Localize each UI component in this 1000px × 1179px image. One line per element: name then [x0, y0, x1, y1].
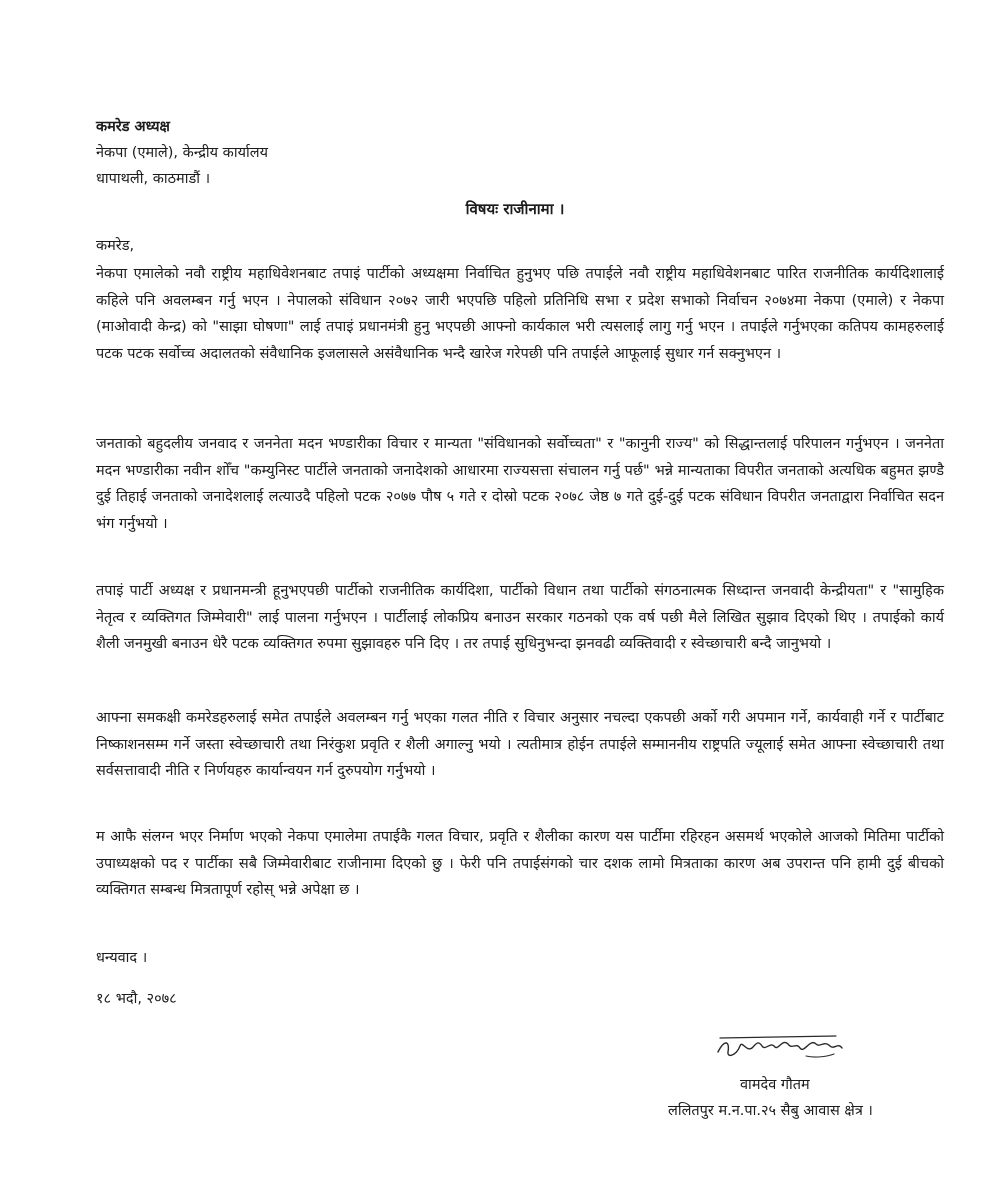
paragraph-2: जनताको बहुदलीय जनवाद र जननेता मदन भण्डारीका विचार र मान्यता "संविधानको सर्वोच्चता" र "कानुनी राज्य" को सिद्धान्तलाई परिपालन गर्नुभएन । जननेता मदन भण्डारीका नवीन शोँच "कम्युनिस्ट पार्टीले जनताको जनादेशको आधारमा राज्यसत्ता संचालन गर्नु पर्छ" भन्ने मान्यताका विपरीत जनताको अत्यधिक बहुमत झण्डै दुई तिहाई जनताको जनादेशलाई लत्याउदै पहिलो पटक २०७७ पौष ५ गते र दोस्रो पटक २०७८ जेष्ठ ७ गते दुई-दुई पटक संविधान विपरीत जनताद्वारा निर्वाचित सदन भंग गर्नुभयो ।	[96, 436, 944, 532]
recipient-org: नेकपा (एमाले), केन्द्रीय कार्यालय	[96, 145, 268, 161]
signer-name: वामदेव गौतम	[740, 1077, 810, 1093]
subject-line: विषयः राजीनामा ।	[465, 200, 565, 218]
recipient-place: धापाथली, काठमाडौं ।	[96, 171, 211, 187]
signer-address: ललितपुर म.न.पा.२५ सैबु आवास क्षेत्र ।	[668, 1103, 873, 1119]
paragraph-4: आफ्ना समकक्षी कमरेडहरुलाई समेत तपाईले अवलम्बन गर्नु भएका गलत नीति र विचार अनुसार नचल्दा एकपछी अर्को गरी अपमान गर्ने, कार्यवाही गर्ने र पार्टीबाट निष्काशनसम्म गर्ने जस्ता स्वेच्छाचारी तथा निरंकुश प्रवृति र शैली अगाल्नु भयो । त्यतीमात्र होईन तपाईले सम्माननीय राष्ट्रपति ज्यूलाई समेत आफ्ना स्वेच्छाचारी तथा सर्वसत्तावादी नीति र निर्णयहरु कार्यान्वयन गर्न दुरुपयोग गर्नुभयो ।	[96, 710, 944, 779]
paragraph-3: तपाइं पार्टी अध्यक्ष र प्रधानमन्त्री हूनुभएपछी पार्टीको राजनीतिक कार्यदिशा, पार्टीको विधान तथा पार्टीको संगठनात्मक सिध्दान्त जनवादी केन्द्रीयता" र "सामुहिक नेतृत्व र व्यक्तिगत जिम्मेवारी" लाई पालना गर्नुभएन । पार्टीलाई लोकप्रिय बनाउन सरकार गठनको एक वर्ष पछी मैले लिखित सुझाव दिएको थिए । तपाईको कार्य शैली जनमुखी बनाउन धेरै पटक व्यक्तिगत रुपमा सुझावहरु पनि दिए । तर तपाई सुधिनुभन्दा झनवढी व्यक्तिवादी र स्वेच्छाचारी बन्दै जानुभयो ।	[96, 583, 944, 652]
paragraph-5: म आफै संलग्न भएर निर्माण भएको नेकपा एमालेमा तपाईकै गलत विचार, प्रवृति र शैलीका कारण यस पार्टीमा रहिरहन असमर्थ भएकोले आजको मितिमा पार्टीको उपाध्यक्षको पद र पार्टीका सबै जिम्मेवारीबाट राजीनामा दिएको छु । फेरी पनि तपाईसंगको चार दशक लामो मित्रताका कारण अब उपरान्त पनि हामी दुई बीचको व्यक्तिगत सम्बन्ध मित्रतापूर्ण रहोस् भन्ने अपेक्षा छ ।	[96, 829, 944, 898]
closing: धन्यवाद ।	[96, 950, 148, 966]
salutation: कमरेड,	[96, 238, 135, 254]
letter-date: १८ भदौ, २०७८	[96, 991, 177, 1007]
recipient-block	[96, 114, 268, 192]
handwritten-signature	[710, 1026, 850, 1066]
paragraph-1: नेकपा एमालेको नवौ राष्ट्रीय महाधिवेशनबाट तपाइं पार्टीको अध्यक्षमा निर्वाचित हुनुभए पछि तपाईले नवौ राष्ट्रीय महाधिवेशनबाट पारित राजनीतिक कार्यदिशालाई कहिले पनि अवलम्बन गर्नु भएन । नेपालको संविधान २०७२ जारी भएपछि पहिलो प्रतिनिधि सभा र प्रदेश सभाको निर्वाचन २०७४मा नेकपा (एमाले) र नेकपा (माओवादी केन्द्र) को "साझा घोषणा" लाई तपाइं प्रधानमंत्री हुनु भएपछी आफ्नो कार्यकाल भरी त्यसलाई लागु गर्नु भएन । तपाईले गर्नुभएका कतिपय कामहरुलाई पटक पटक सर्वोच्च अदालतको संवैधानिक इजलासले असंवैधानिक भन्दै खारेज गरेपछी पनि तपाईले आफूलाई सुधार गर्न सक्नुभएन ।	[96, 266, 944, 362]
recipient-title: कमरेड अध्यक्ष	[96, 119, 170, 135]
